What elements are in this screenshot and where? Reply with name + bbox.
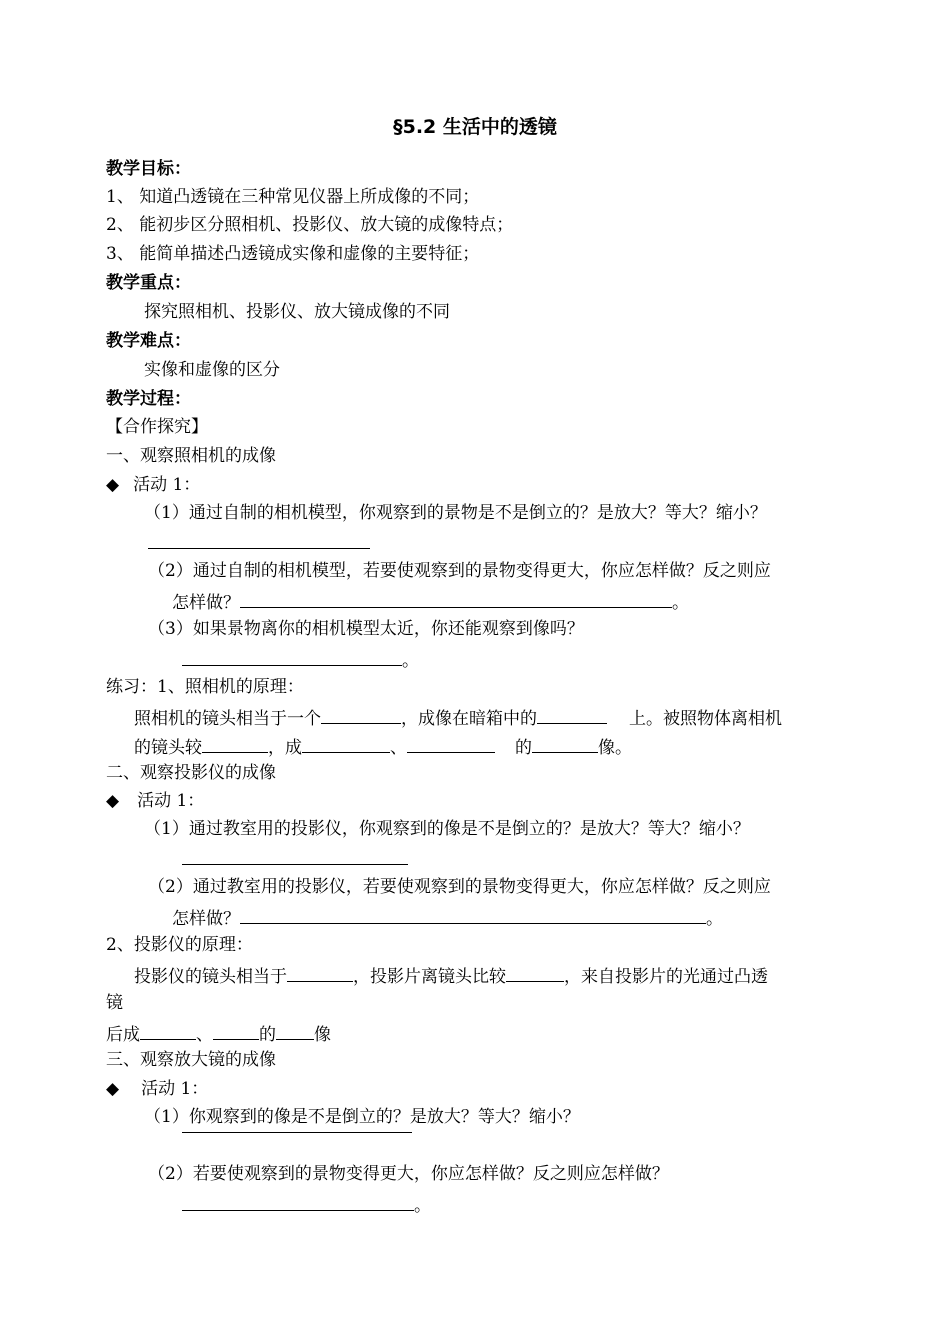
text: 投影仪的镜头相当于 — [134, 967, 287, 987]
text: 上。被照物体离相机 — [629, 709, 782, 729]
text: 后成 — [106, 1025, 140, 1045]
camera-principle-line-2 — [134, 734, 632, 759]
text: 照相机的镜头相当于一个 — [134, 709, 321, 729]
fill-blank[interactable] — [532, 734, 598, 753]
camera-question-1: （1）通过自制的相机模型，你观察到的景物是不是倒立的？是放大？等大？缩小？ — [144, 503, 767, 523]
difficulties-heading: 教学难点： — [106, 331, 191, 351]
projector-principle-wrap: 镜 — [106, 993, 123, 1013]
projector-question-2-cont — [172, 905, 723, 930]
projector-activity — [106, 790, 204, 812]
answer-blank[interactable] — [240, 589, 672, 608]
text: 的 — [515, 738, 532, 758]
camera-activity — [106, 474, 200, 496]
camera-question-3: （3）如果景物离你的相机模型太近，你还能观察到像吗？ — [148, 619, 584, 639]
fill-blank[interactable] — [302, 734, 390, 753]
objective-item-1: 1、 知道凸透镜在三种常见仪器上所成像的不同； — [106, 187, 480, 207]
key-points-text: 探究照相机、投影仪、放大镜成像的不同 — [144, 302, 450, 322]
period: 。 — [672, 593, 689, 613]
fill-blank[interactable] — [276, 1021, 314, 1040]
answer-blank[interactable] — [182, 846, 408, 871]
activity-label: 活动 1： — [137, 791, 205, 811]
bullet-diamond-icon: ◆ — [106, 1079, 120, 1099]
text: ，投影片离镜头比较 — [353, 967, 506, 987]
projector-question-1: （1）通过教室用的投影仪，你观察到的像是不是倒立的？是放大？等大？缩小？ — [144, 819, 750, 839]
magnifier-activity — [106, 1078, 208, 1100]
magnifier-question-2-answer — [182, 1192, 431, 1217]
answer-blank[interactable] — [148, 530, 370, 555]
text: 、 — [196, 1025, 213, 1045]
text: ，来自投影片的光通过凸透 — [564, 967, 768, 987]
text: 、 — [390, 738, 407, 758]
projector-heading: 二、观察投影仪的成像 — [106, 763, 276, 783]
fill-blank[interactable] — [213, 1021, 259, 1040]
period: 。 — [402, 651, 419, 671]
objective-item-3: 3、 能简单描述凸透镜成实像和虚像的主要特征； — [106, 244, 480, 264]
text: 的镜头较 — [134, 738, 202, 758]
camera-question-3-answer — [182, 647, 419, 672]
magnifier-heading: 三、观察放大镜的成像 — [106, 1050, 276, 1070]
bullet-diamond-icon: ◆ — [106, 475, 120, 495]
fill-blank[interactable] — [202, 734, 268, 753]
bullet-diamond-icon: ◆ — [106, 791, 120, 811]
answer-blank[interactable] — [182, 1192, 414, 1211]
fill-blank[interactable] — [506, 963, 564, 982]
difficulties-text: 实像和虚像的区分 — [144, 360, 280, 380]
text: 的 — [259, 1025, 276, 1045]
answer-blank[interactable] — [182, 647, 402, 666]
key-points-heading: 教学重点： — [106, 273, 191, 293]
process-heading: 教学过程： — [106, 389, 191, 409]
period: 。 — [706, 909, 723, 929]
activity-label: 活动 1： — [141, 1079, 209, 1099]
text: 像。 — [598, 738, 632, 758]
camera-question-2-cont — [172, 589, 689, 614]
question-text: 怎样做？ — [172, 909, 240, 929]
answer-blank[interactable] — [182, 1114, 412, 1139]
answer-blank[interactable] — [240, 905, 706, 924]
section-label: 【合作探究】 — [106, 417, 208, 437]
fill-blank[interactable] — [407, 734, 495, 753]
activity-label: 活动 1： — [133, 475, 201, 495]
camera-principle-line-1 — [134, 705, 782, 730]
question-text: 怎样做？ — [172, 593, 240, 613]
fill-blank[interactable] — [140, 1021, 196, 1040]
text: ，成 — [268, 738, 302, 758]
text: ，成像在暗箱中的 — [401, 709, 537, 729]
camera-heading: 一、观察照相机的成像 — [106, 446, 276, 466]
camera-question-2: （2）通过自制的相机模型，若要使观察到的景物变得更大，你应怎样做？反之则应 — [148, 561, 771, 581]
projector-principle-heading: 2、投影仪的原理： — [106, 935, 253, 955]
fill-blank[interactable] — [537, 705, 607, 724]
projector-principle-line-1 — [134, 963, 768, 988]
text: 像 — [314, 1025, 331, 1045]
period: 。 — [414, 1196, 431, 1216]
fill-blank[interactable] — [321, 705, 401, 724]
projector-question-2: （2）通过教室用的投影仪，若要使观察到的景物变得更大，你应怎样做？反之则应 — [148, 877, 771, 897]
camera-exercise: 练习：1、照相机的原理： — [106, 677, 304, 697]
fill-blank[interactable] — [287, 963, 353, 982]
magnifier-question-2: （2）若要使观察到的景物变得更大，你应怎样做？反之则应怎样做？ — [148, 1164, 669, 1184]
projector-principle-line-2 — [106, 1021, 331, 1046]
question-text: （1）你观察到的像是不是倒立的？是放大？等大？缩小？ — [144, 1107, 580, 1127]
objectives-heading: 教学目标： — [106, 159, 191, 179]
page-title: §5.2 生活中的透镜 — [393, 116, 557, 138]
objective-item-2: 2、 能初步区分照相机、投影仪、放大镜的成像特点； — [106, 215, 514, 235]
